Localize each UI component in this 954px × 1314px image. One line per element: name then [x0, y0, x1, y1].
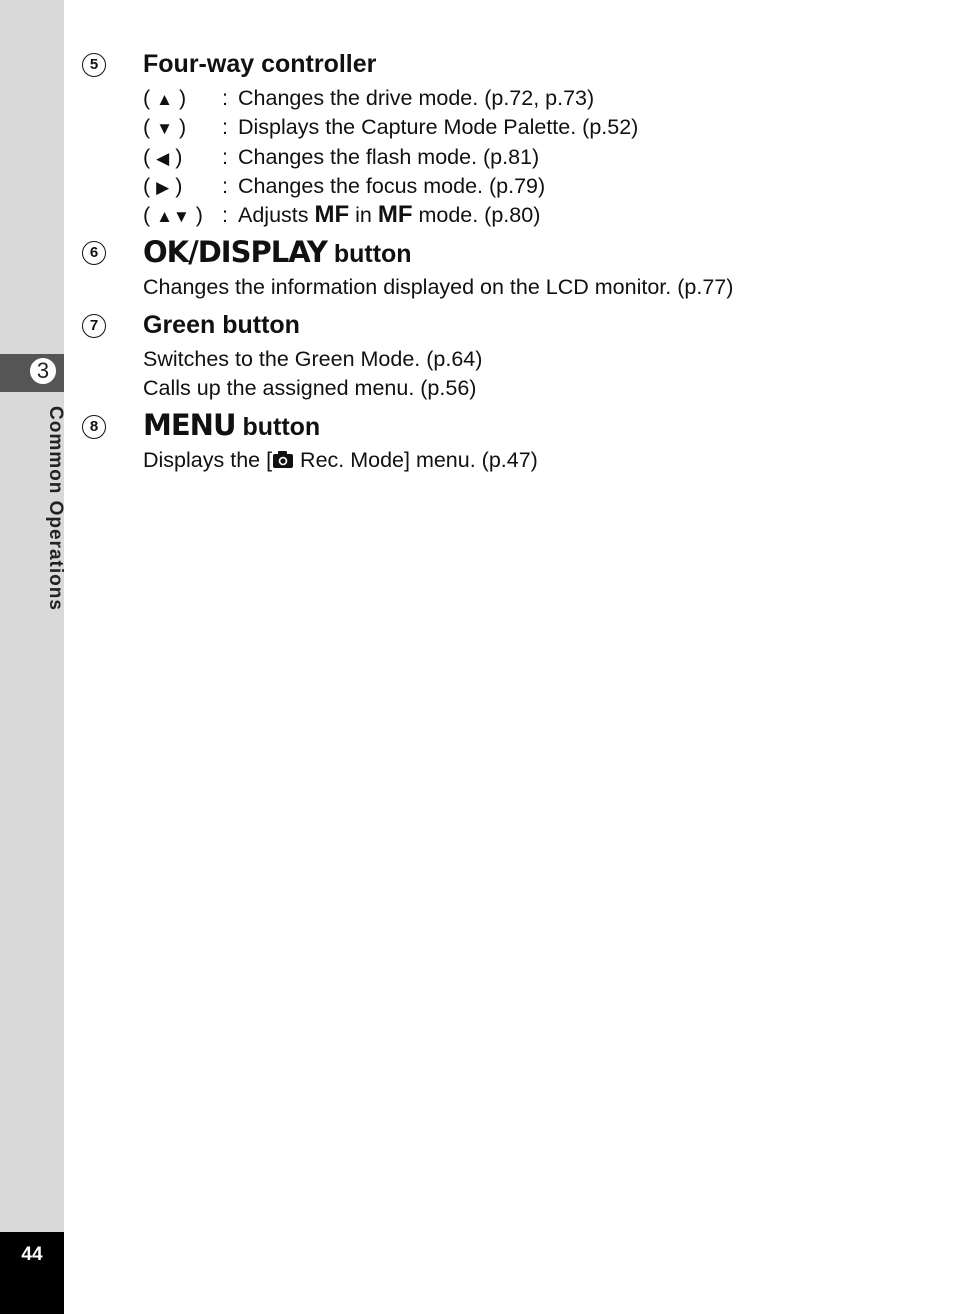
camera-icon	[272, 450, 294, 469]
page-number: 44	[21, 1244, 43, 1265]
chapter-number: 3	[28, 356, 58, 386]
key-label: ( ▲▼ )	[143, 203, 203, 227]
key-label: ( ◀ )	[143, 145, 183, 169]
item-description: Displays the Capture Mode Palette. (p.52)	[238, 115, 639, 139]
left-arrow-icon: ◀	[156, 149, 170, 168]
section-number-6: 6	[82, 241, 106, 265]
mf-symbol: MF	[314, 201, 350, 228]
item-description: Changes the flash mode. (p.81)	[238, 145, 540, 169]
ok-display-symbol: OK/DISPLAY	[143, 235, 327, 269]
mf-symbol: MF	[377, 201, 413, 228]
menu-description: Displays the [ Rec. Mode] menu. (p.47)	[143, 448, 538, 472]
section-number-7: 7	[82, 314, 106, 338]
section-heading-four-way: Four-way controller	[143, 50, 377, 78]
chapter-title: Common Operations	[45, 406, 66, 611]
section-heading-ok-display: OK/DISPLAY button	[143, 235, 412, 269]
item-description: Changes the focus mode. (p.79)	[238, 174, 546, 198]
key-label: ( ▲ )	[143, 86, 187, 110]
section-heading-green: Green button	[143, 311, 300, 339]
green-description-line-2: Calls up the assigned menu. (p.56)	[143, 376, 477, 400]
sidebar	[0, 0, 64, 1314]
key-label: ( ▶ )	[143, 174, 183, 198]
ok-display-description: Changes the information displayed on the LCD monitor. (p.77)	[143, 275, 734, 299]
right-arrow-icon: ▶	[156, 178, 170, 197]
down-arrow-icon: ▼	[156, 119, 173, 138]
item-description: Adjusts MF in MF mode. (p.80)	[238, 201, 541, 228]
section-number-8: 8	[82, 415, 106, 439]
key-label: ( ▼ )	[143, 115, 187, 139]
section-number-5: 5	[82, 53, 106, 77]
up-down-arrow-icon: ▲▼	[156, 207, 190, 226]
section-heading-menu: MENU button	[143, 408, 321, 442]
item-description: Changes the drive mode. (p.72, p.73)	[238, 86, 595, 110]
up-arrow-icon: ▲	[156, 90, 173, 109]
green-description-line-1: Switches to the Green Mode. (p.64)	[143, 347, 483, 371]
menu-symbol: MENU	[143, 408, 236, 442]
